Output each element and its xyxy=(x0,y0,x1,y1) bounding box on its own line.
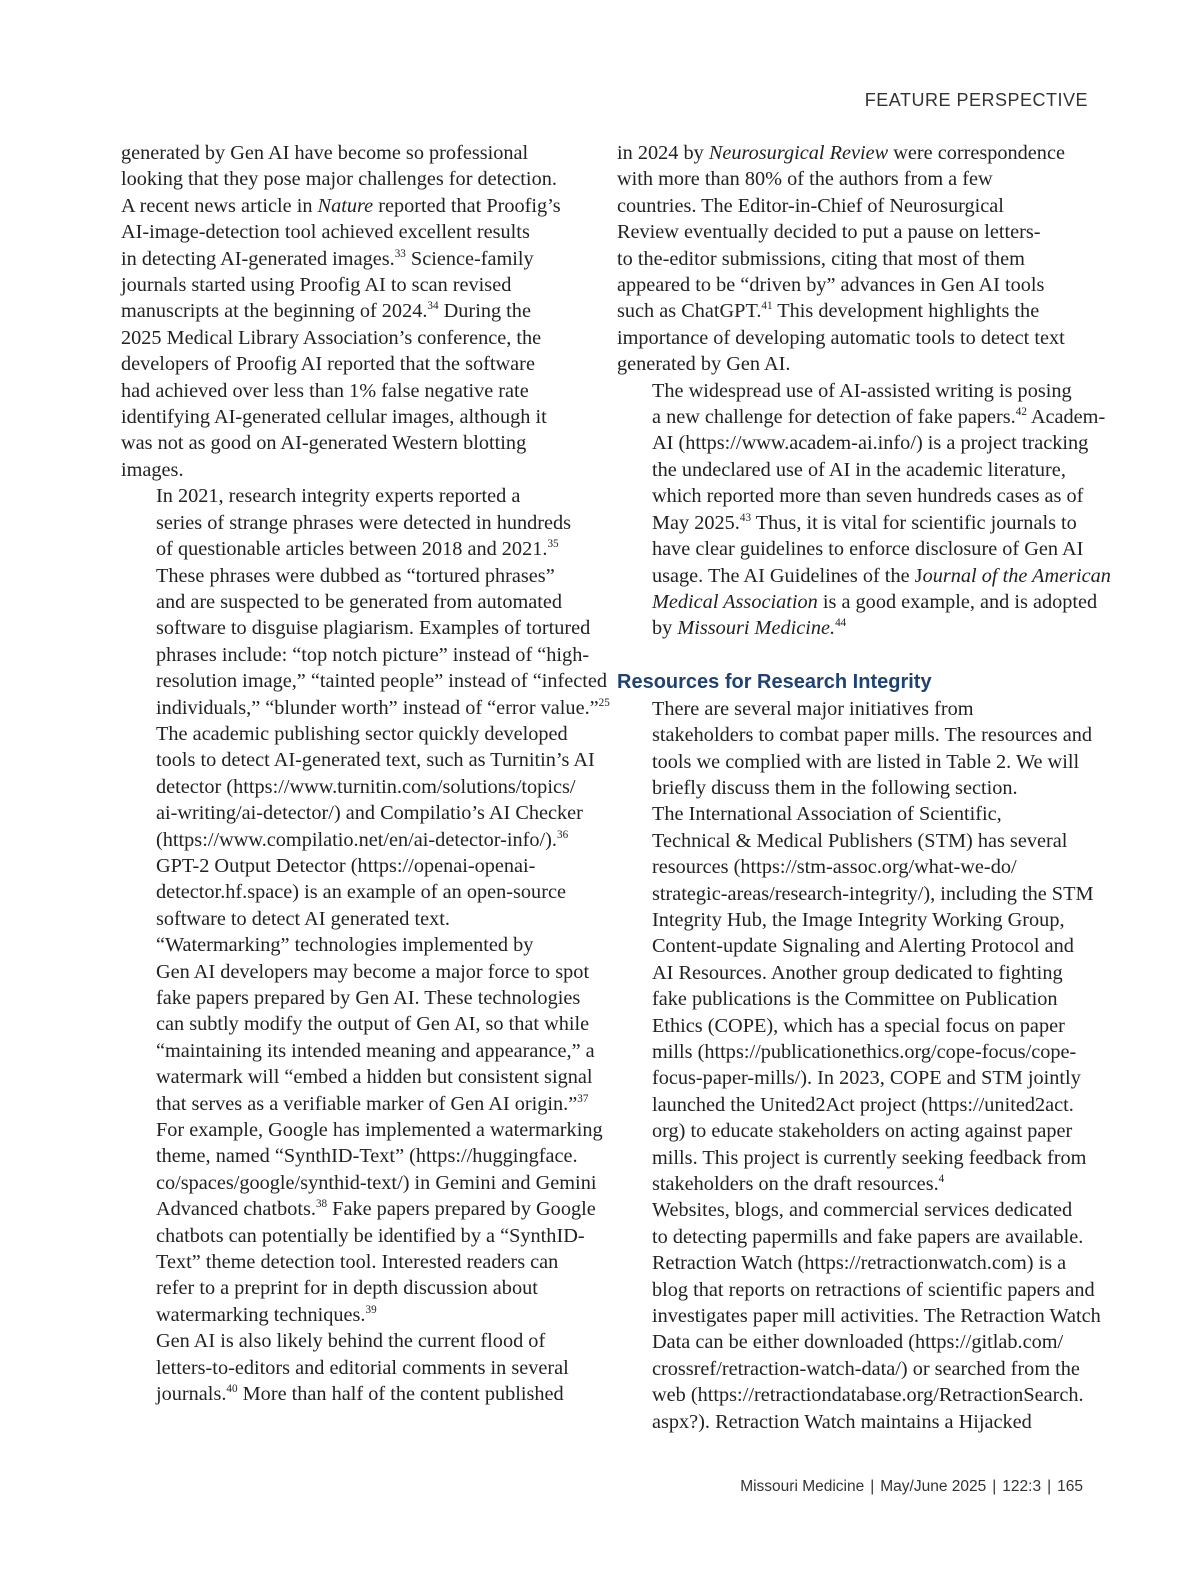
line-text: and are suspected to be generated from automated xyxy=(156,590,563,613)
line-text: Ethics (COPE), which has a special focus on paper xyxy=(652,1014,1065,1037)
line-text: tools we complied with are listed in Table 2. We will xyxy=(652,750,1080,773)
text-line xyxy=(617,1039,1089,1065)
text-line xyxy=(617,907,1089,933)
line-text: developers of Proofig AI reported that the software xyxy=(121,353,535,376)
text-line xyxy=(617,351,1089,377)
line-text: More than half of the content published xyxy=(237,1383,564,1406)
line-text: co/spaces/google/synthid-text/) in Gemini and Gemini xyxy=(156,1171,597,1194)
line-text: blog that reports on retractions of scientific papers and xyxy=(652,1278,1095,1301)
text-line xyxy=(121,563,576,589)
line-text: with more than 80% of the authors from a few xyxy=(617,168,993,191)
line-text: Gen AI developers may become a major force to spot xyxy=(156,960,590,983)
line-text: software to disguise plagiarism. Examples of tortured xyxy=(156,617,591,640)
line-text: “Watermarking” technologies implemented by xyxy=(156,934,534,957)
line-text: detector (https://www.turnitin.com/solutions/topics/ xyxy=(156,775,576,798)
line-text: usage. The AI Guidelines of the J xyxy=(652,564,923,587)
line-text: reported that Proofig’s xyxy=(373,194,561,217)
text-line xyxy=(121,1196,596,1222)
text-line xyxy=(121,932,576,958)
line-text: series of strange phrases were detected in hundreds xyxy=(156,511,572,534)
line-text: letters-to-editors and editorial comments in several xyxy=(156,1356,569,1379)
line-text: chatbots can potentially be identified by a “SynthID- xyxy=(156,1224,585,1247)
line-text: software to detect AI generated text. xyxy=(156,907,450,930)
text-line xyxy=(121,1170,597,1196)
line-text: journals. xyxy=(156,1383,227,1406)
text-line xyxy=(617,881,1094,907)
citation-ref: 44 xyxy=(835,617,847,630)
line-text: crossref/retraction-watch-data/) or searched from the xyxy=(652,1357,1080,1380)
line-text: to the-editor submissions, citing that most of them xyxy=(617,247,1025,270)
line-text: tools to detect AI-generated text, such as Turnitin’s AI xyxy=(156,749,595,772)
line-text: generated by Gen AI have become so professional xyxy=(121,142,529,164)
line-text: web (https://retractiondatabase.org/RetractionSearch. xyxy=(652,1384,1084,1407)
text-line xyxy=(617,298,1089,324)
citation-ref: 43 xyxy=(739,511,752,524)
text-line xyxy=(121,879,576,905)
line-text: Review eventually decided to put a pause on letters- xyxy=(617,221,1041,244)
section-heading: Resources for Research Integrity xyxy=(617,670,932,693)
text-line xyxy=(121,774,576,800)
line-text: images. xyxy=(121,458,184,481)
line-text: ai-writing/ai-detector/) and Compilatio’s AI Checker xyxy=(156,802,583,825)
text-line xyxy=(121,906,576,932)
italic-text: Missouri Medicine. xyxy=(677,617,836,640)
line-text: the undeclared use of AI in the academic literature, xyxy=(652,458,1066,481)
line-text: stakeholders on the draft resources. xyxy=(652,1173,939,1196)
line-text: AI (https://www.academ-ai.info/) is a project tracking xyxy=(652,432,1089,455)
line-text: This development highlights the xyxy=(772,300,1040,323)
line-text: is a good example, and is adopted xyxy=(817,590,1098,613)
text-line xyxy=(617,1065,1089,1091)
text-line xyxy=(121,457,576,483)
right-column xyxy=(617,140,1111,1435)
line-text: theme, named “SynthID-Text” (https://huggingface. xyxy=(156,1145,578,1168)
text-line xyxy=(617,749,1089,775)
citation-ref: 4 xyxy=(938,1173,945,1186)
footer-issue: May/June 2025 xyxy=(880,1478,987,1495)
text-line xyxy=(121,404,576,430)
text-line xyxy=(617,1382,1089,1408)
text-line xyxy=(121,642,590,668)
line-text: Fake papers prepared by Google xyxy=(327,1198,596,1221)
text-line xyxy=(617,140,1089,166)
line-text: refer to a preprint for in depth discussion about xyxy=(156,1277,538,1300)
text-line xyxy=(121,827,576,853)
line-text: Advanced chatbots. xyxy=(156,1198,316,1221)
paragraph xyxy=(617,1197,1101,1435)
text-line xyxy=(617,1277,1095,1303)
paragraph xyxy=(617,696,1093,802)
text-line xyxy=(121,510,576,536)
text-line xyxy=(617,166,1089,192)
line-text: “maintaining its intended meaning and appearance,” a xyxy=(156,1039,595,1062)
line-text: 2025 Medical Library Association’s conference, the xyxy=(121,326,542,349)
text-line xyxy=(121,1223,585,1249)
text-line xyxy=(121,1302,576,1328)
text-line xyxy=(121,1328,576,1354)
text-line xyxy=(121,1381,576,1407)
line-text: Gen AI is also likely behind the current flood of xyxy=(156,1330,546,1353)
line-text: aspx?). Retraction Watch maintains a Hijacked xyxy=(652,1410,1032,1433)
line-text: Data can be either downloaded (https://gitlab.com/ xyxy=(652,1331,1064,1354)
text-line xyxy=(121,695,610,721)
line-text: Technical & Medical Publishers (STM) has several xyxy=(652,829,1068,852)
text-line xyxy=(617,272,1089,298)
line-text: Text” theme detection tool. Interested readers can xyxy=(156,1251,559,1274)
citation-ref: 42 xyxy=(1015,406,1027,419)
citation-ref: 34 xyxy=(427,300,439,313)
line-text: journals started using Proofig AI to scan revised xyxy=(121,274,512,297)
line-text: For example, Google has implemented a watermarking xyxy=(156,1119,603,1142)
paragraph xyxy=(121,1328,576,1407)
line-text: stakeholders to combat paper mills. The resources and xyxy=(652,724,1093,747)
text-line xyxy=(121,483,576,509)
text-line xyxy=(617,986,1089,1012)
footer-journal: Missouri Medicine xyxy=(740,1478,865,1495)
text-line xyxy=(617,854,1089,880)
text-line xyxy=(617,193,1089,219)
line-text: phrases include: “top notch picture” instead of “high- xyxy=(156,643,590,666)
text-line xyxy=(617,404,1106,430)
text-line xyxy=(121,1038,595,1064)
line-text: GPT-2 Output Detector (https://openai-openai- xyxy=(156,854,536,877)
text-line xyxy=(617,696,1089,722)
text-line xyxy=(617,1013,1089,1039)
section-header: FEATURE PERSPECTIVE xyxy=(864,90,1088,110)
text-line xyxy=(617,1224,1089,1250)
line-text: fake papers prepared by Gen AI. These technologies xyxy=(156,987,581,1009)
line-text: strategic-areas/research-integrity/), including the STM xyxy=(652,882,1094,905)
line-text: AI-image-detection tool achieved excellent results xyxy=(121,221,530,244)
text-line xyxy=(617,1171,1089,1197)
paragraph xyxy=(617,801,1094,1197)
citation-ref: 38 xyxy=(315,1198,328,1211)
text-line xyxy=(121,615,591,641)
italic-text: Neurosurgical Review xyxy=(708,142,889,164)
line-text: have clear guidelines to enforce disclosure of Gen AI xyxy=(652,538,1084,561)
line-text: watermark will “embed a hidden but consistent signal xyxy=(156,1066,593,1089)
line-text: in detecting AI-generated images. xyxy=(121,247,395,270)
text-line xyxy=(121,430,576,456)
line-text: importance of developing automatic tools to detect text xyxy=(617,326,1065,349)
text-line xyxy=(617,722,1093,748)
line-text: In 2021, research integrity experts reported a xyxy=(156,485,521,508)
text-line xyxy=(121,298,576,324)
text-line xyxy=(121,272,576,298)
text-line xyxy=(617,1409,1089,1435)
line-text: individuals,” “blunder worth” instead of “error value.” xyxy=(156,696,599,719)
line-text: (https://www.compilatio.net/en/ai-detector-info/). xyxy=(156,828,557,851)
line-text: Retraction Watch (https://retractionwatch.com) is a xyxy=(652,1252,1067,1275)
line-text: that serves as a verifiable marker of Gen AI origin.” xyxy=(156,1092,578,1115)
citation-ref: 40 xyxy=(226,1383,238,1396)
text-line xyxy=(121,959,590,985)
line-text: resources (https://stm-assoc.org/what-we-do/ xyxy=(652,856,1017,879)
citation-ref: 25 xyxy=(598,696,610,709)
text-line xyxy=(121,219,576,245)
citation-ref: 37 xyxy=(577,1092,589,1105)
line-text: identifying AI-generated cellular images, although it xyxy=(121,406,547,429)
text-line xyxy=(121,721,576,747)
text-line xyxy=(121,589,576,615)
footer-separator: | xyxy=(870,1478,875,1495)
citation-ref: 39 xyxy=(365,1304,377,1317)
line-text: focus-paper-mills/). In 2023, COPE and STM jointly xyxy=(652,1067,1081,1090)
line-text: mills. This project is currently seeking feedback from xyxy=(652,1146,1087,1169)
text-line xyxy=(617,325,1089,351)
line-text: The International Association of Scientific, xyxy=(652,803,1002,826)
text-line xyxy=(121,985,581,1011)
text-line xyxy=(617,563,1111,589)
left-column xyxy=(121,140,610,1408)
text-line xyxy=(121,1064,593,1090)
text-line xyxy=(121,1011,590,1037)
line-text: Science-family xyxy=(405,247,534,270)
text-line xyxy=(121,193,576,219)
line-text: manuscripts at the beginning of 2024. xyxy=(121,300,428,323)
footer-volume: 122:3 xyxy=(1002,1478,1042,1495)
line-text: generated by Gen AI. xyxy=(617,353,791,376)
line-text: There are several major initiatives from xyxy=(652,697,974,720)
paragraph xyxy=(121,932,603,1328)
text-line xyxy=(617,828,1089,854)
line-text: mills (https://publicationethics.org/cope-focus/cope- xyxy=(652,1041,1077,1063)
text-line xyxy=(617,1145,1089,1171)
text-line xyxy=(617,378,1089,404)
line-text: Websites, blogs, and commercial services dedicated xyxy=(652,1199,1073,1222)
italic-text: Nature xyxy=(317,194,374,217)
text-line xyxy=(617,1197,1089,1223)
text-line xyxy=(121,747,595,773)
text-line xyxy=(617,457,1089,483)
line-text: briefly discuss them in the following section. xyxy=(652,776,1018,799)
text-line xyxy=(617,246,1089,272)
text-line xyxy=(617,510,1089,536)
text-line xyxy=(617,219,1089,245)
page-footer xyxy=(740,1478,1083,1496)
text-line xyxy=(121,378,576,404)
citation-ref: 33 xyxy=(394,247,406,260)
line-text: A recent news article in xyxy=(121,194,318,217)
line-text: detector.hf.space) is an example of an open-source xyxy=(156,881,566,904)
text-line xyxy=(121,668,608,694)
line-text: was not as good on AI-generated Western blotting xyxy=(121,432,527,455)
text-line xyxy=(617,589,1098,615)
line-text: in 2024 by xyxy=(617,142,709,164)
line-text: can subtly modify the output of Gen AI, so that while xyxy=(156,1013,590,1036)
line-text: resolution image,” “tainted people” instead of “infected xyxy=(156,670,608,693)
text-line xyxy=(617,1092,1089,1118)
text-line xyxy=(617,483,1089,509)
citation-ref: 35 xyxy=(547,538,559,551)
line-text: investigates paper mill activities. The Retraction Watch xyxy=(652,1305,1101,1328)
text-line xyxy=(121,1143,576,1169)
line-text: countries. The Editor-in-Chief of Neurosurgical xyxy=(617,194,1004,217)
line-text: were correspondence xyxy=(888,142,1065,164)
italic-text: Medical Association xyxy=(652,590,818,613)
line-text: appeared to be “driven by” advances in Gen AI tools xyxy=(617,274,1045,297)
line-text: fake publications is the Committee on Publication xyxy=(652,988,1058,1011)
text-line xyxy=(121,1355,576,1381)
text-line xyxy=(617,430,1089,456)
line-text: During the xyxy=(438,300,531,323)
footer-separator: | xyxy=(1047,1478,1052,1495)
line-text: such as ChatGPT. xyxy=(617,300,762,323)
citation-ref: 36 xyxy=(556,828,569,841)
paragraph xyxy=(121,483,610,932)
text-line xyxy=(617,1356,1089,1382)
line-text: of questionable articles between 2018 and 2021. xyxy=(156,538,548,561)
footer-separator: | xyxy=(992,1478,997,1495)
text-line xyxy=(617,615,1089,641)
line-text: May 2025. xyxy=(652,511,740,534)
text-line xyxy=(617,1118,1089,1144)
text-line xyxy=(121,853,576,879)
text-line xyxy=(121,1117,603,1143)
text-line xyxy=(617,1303,1101,1329)
text-line xyxy=(617,536,1089,562)
text-line xyxy=(617,960,1089,986)
text-line xyxy=(121,800,583,826)
line-text: looking that they pose major challenges for detection. xyxy=(121,168,557,191)
line-text: had achieved over less than 1% false negative rate xyxy=(121,379,529,402)
line-text: These phrases were dubbed as “tortured phrases” xyxy=(156,564,555,587)
text-line xyxy=(121,1249,576,1275)
line-text: Integrity Hub, the Image Integrity Working Group, xyxy=(652,908,1065,931)
text-line xyxy=(121,166,576,192)
text-line xyxy=(617,801,1089,827)
text-line xyxy=(121,1091,589,1117)
line-text: a new challenge for detection of fake papers. xyxy=(652,406,1016,429)
line-text: Content-update Signaling and Alerting Protocol and xyxy=(652,935,1074,958)
text-line xyxy=(121,325,576,351)
text-line xyxy=(121,351,576,377)
line-text: Academ- xyxy=(1026,406,1106,429)
text-line xyxy=(121,246,576,272)
citation-ref: 41 xyxy=(761,300,773,313)
page-number: 165 xyxy=(1057,1478,1083,1495)
line-text: watermarking techniques. xyxy=(156,1303,366,1326)
line-text: AI Resources. Another group dedicated to fighting xyxy=(652,961,1063,984)
paragraph xyxy=(121,140,576,483)
text-line xyxy=(617,1329,1089,1355)
line-text: to detecting papermills and fake papers are available. xyxy=(652,1225,1084,1248)
line-text: launched the United2Act project (https://united2act. xyxy=(652,1093,1074,1116)
line-text: org) to educate stakeholders on acting against paper xyxy=(652,1120,1073,1143)
text-line xyxy=(121,1275,576,1301)
line-text: which reported more than seven hundreds cases as of xyxy=(652,485,1084,508)
text-line xyxy=(617,933,1089,959)
paragraph xyxy=(617,140,1089,378)
line-text: The academic publishing sector quickly developed xyxy=(156,722,568,745)
text-line xyxy=(121,536,576,562)
italic-text: ournal of the American xyxy=(922,564,1111,587)
text-line xyxy=(617,775,1089,801)
line-text: Thus, it is vital for scientific journals to xyxy=(751,511,1077,534)
text-line xyxy=(121,140,576,166)
text-line xyxy=(617,1250,1089,1276)
line-text: by xyxy=(652,617,678,640)
paragraph xyxy=(617,378,1111,642)
line-text: The widespread use of AI-assisted writing is posing xyxy=(652,379,1072,402)
